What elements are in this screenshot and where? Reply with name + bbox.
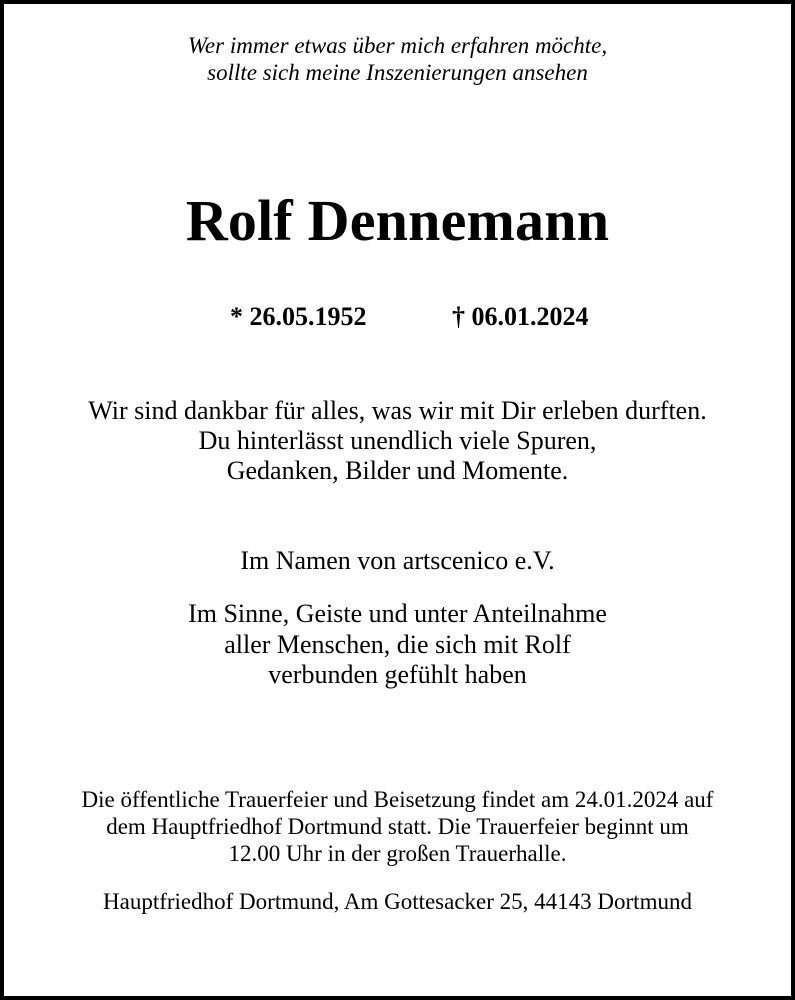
motto-line-1: Wer immer etwas über mich erfahren möchte, xyxy=(187,33,608,58)
gratitude-line-3: Gedanken, Bilder und Momente. xyxy=(226,456,569,485)
ceremony-line-3: 12.00 Uhr in der großen Trauerhalle. xyxy=(228,841,567,866)
ceremony-line-1: Die öffentliche Trauerfeier und Beisetzung findet am 24.01.2024 auf xyxy=(81,787,714,812)
life-dates xyxy=(0,300,795,334)
cemetery-address: Hauptfriedhof Dortmund, Am Gottesacker 25, 44143 Dortmund xyxy=(103,889,692,914)
sympathy-line-2: aller Menschen, die sich mit Rolf xyxy=(224,630,571,659)
ceremony-line-2: dem Hauptfriedhof Dortmund statt. Die Trauerfeier beginnt um xyxy=(106,814,689,839)
birth-date: * 26.05.1952 xyxy=(230,302,367,331)
deceased-name: Rolf Dennemann xyxy=(185,188,610,253)
sympathy-line-1: Im Sinne, Geiste und unter Anteilnahme xyxy=(188,599,607,628)
gratitude-line-2: Du hinterlässt unendlich viele Spuren, xyxy=(198,426,597,455)
on-behalf-of: Im Namen von artscenico e.V. xyxy=(240,546,555,575)
motto-line-2: sollte sich meine Inszenierungen ansehen xyxy=(207,60,588,85)
gratitude-line-1: Wir sind dankbar für alles, was wir mit Dir erleben durften. xyxy=(88,396,707,425)
sympathy-line-3: verbunden gefühlt haben xyxy=(268,660,527,689)
death-date: † 06.01.2024 xyxy=(452,302,589,331)
